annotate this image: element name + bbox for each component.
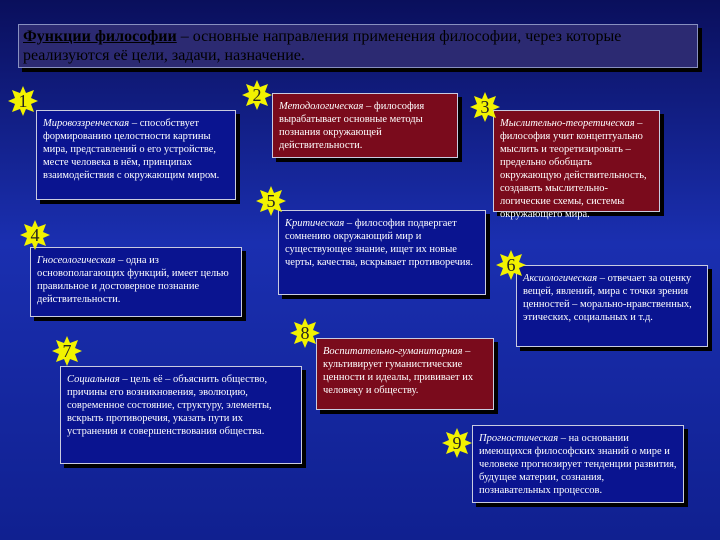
function-name: Воспитательно-гуманитарная bbox=[323, 346, 463, 357]
badge-9: 9 bbox=[442, 428, 472, 458]
function-name: Критическая bbox=[285, 218, 345, 229]
function-name: Прогностическая bbox=[479, 433, 559, 444]
title-lead: Функции философии bbox=[23, 28, 177, 45]
function-desc: – культивирует гуманистические ценности и идеалы, прививает их человеку и обществу. bbox=[323, 346, 474, 396]
badge-2: 2 bbox=[242, 80, 272, 110]
title-panel bbox=[18, 24, 698, 68]
badge-7: 7 bbox=[52, 336, 82, 366]
title-rest: – основные направления применения философии, через которые реализуются её цели, задачи, назначение. bbox=[23, 28, 622, 64]
badge-4: 4 bbox=[20, 220, 50, 250]
function-desc: – способствует формированию целостности картины мира, представлений о его устройстве, месте человека в нём, принципах взаимодействия с окружающим миром. bbox=[43, 118, 220, 181]
badge-5: 5 bbox=[256, 186, 286, 216]
function-desc: – цель её – объяснить общество, причины его возникновения, эволюцию, современное состояние, структуру, элементы, вскрыть противоречия, указать пути их устранения и совершенствования общества. bbox=[67, 374, 272, 437]
badge-8: 8 bbox=[290, 318, 320, 348]
function-name: Аксиологическая bbox=[523, 273, 598, 284]
function-name: Методологическая bbox=[279, 101, 364, 112]
function-desc: – философия вырабатывает основные методы познания окружающей действительности. bbox=[279, 101, 425, 151]
function-name: Гносеологическая bbox=[37, 255, 116, 266]
function-name: Мировоззренческая bbox=[43, 118, 130, 129]
function-card-8 bbox=[316, 338, 494, 410]
badge-6: 6 bbox=[496, 250, 526, 280]
function-name: Мыслительно-теоретическая bbox=[500, 118, 635, 129]
function-desc: – философия подвергает сомнению окружающий мир и существующее знание, ищет их новые черты, качества, вскрывает противоречия. bbox=[285, 218, 473, 268]
function-card-7 bbox=[60, 366, 302, 464]
function-desc: – философия учит концептуально мыслить и теоретизировать – предельно обобщать окружающую действительность, создавать мыслительно-логические схемы, системы окружающего мира. bbox=[500, 118, 647, 220]
badge-1: 1 bbox=[8, 86, 38, 116]
function-card-5 bbox=[278, 210, 486, 295]
function-name: Социальная bbox=[67, 374, 120, 385]
function-card-9 bbox=[472, 425, 684, 503]
function-card-4 bbox=[30, 247, 242, 317]
function-card-6 bbox=[516, 265, 708, 347]
function-desc: – одна из основополагающих функций, имеет целью правильное и достоверное познание действительности. bbox=[37, 255, 229, 305]
function-desc: – отвечает за оценку вещей, явлений, мира с точки зрения ценностей – морально-нравственных, этических, социальных и т.д. bbox=[523, 273, 692, 323]
function-card-1 bbox=[36, 110, 236, 200]
function-card-3 bbox=[493, 110, 660, 220]
page-title bbox=[23, 27, 693, 65]
function-card-2 bbox=[272, 93, 458, 158]
function-desc: – на основании имеющихся философских знаний о мире и человеке прогнозирует тенденции развития, будущее материи, сознания, познавательных процессов. bbox=[479, 433, 677, 496]
badge-3: 3 bbox=[470, 92, 500, 122]
